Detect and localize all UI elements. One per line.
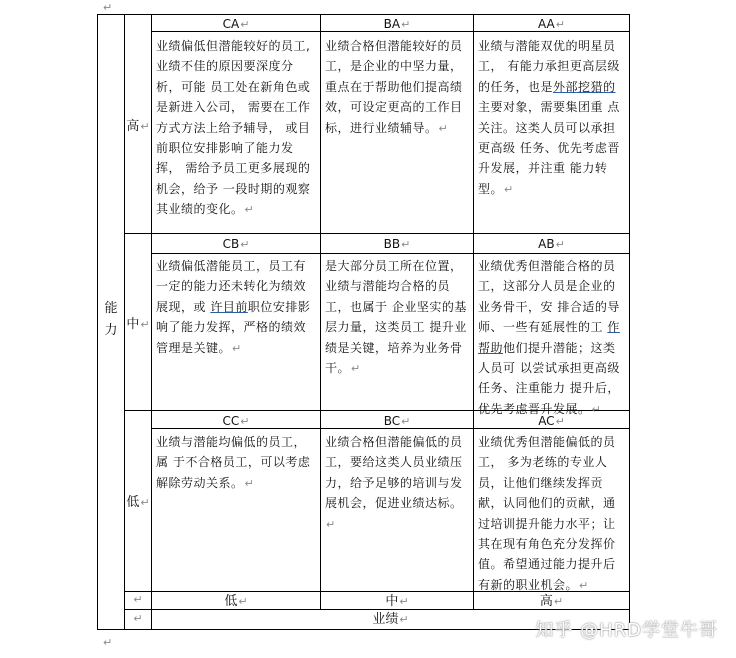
bottom-return-mark: ↵	[103, 636, 113, 649]
cell-code-ca: CA↵	[222, 17, 250, 31]
table-line-h3	[151, 253, 630, 254]
performance-axis-label: 业绩↵	[372, 612, 409, 627]
row-label-low: 低↵	[126, 495, 150, 510]
cell-code-cb: CB↵	[222, 237, 250, 251]
cell-code-aa: AA↵	[538, 17, 565, 31]
cell-code-bc: BC↵	[383, 414, 411, 428]
return-mark: ↵	[140, 496, 150, 509]
cell-text-ac: 业绩优秀但潜能偏低的员工， 多为老练的专业人员，让他们继续发挥贡献，认同他们的贡献，通过培训提升能力水平；让其在现有角色充分发挥价值。希望通过能力提升后有新的职业机会。↵	[478, 435, 616, 592]
cell-text-ca: 业绩偏低但潜能较好的员工,业绩不佳的原因要深度分析，可能 员工处在新角色或是新进入公司， 需要在工作方式方法上给予辅导， 或目前职位安排影响了能力发挥， 需给予员工更多展现的机会，给予 一段时期的观察其业绩的变化。↵	[156, 39, 311, 217]
return-mark: ↵	[140, 120, 150, 133]
empty-cell: ↵	[133, 593, 143, 606]
empty-cell: ↵	[133, 612, 143, 625]
table-border-top	[97, 14, 630, 15]
cell-code-ab: AB↵	[538, 237, 565, 251]
underlined-phrase: 许目前	[210, 299, 248, 314]
underlined-phrase: 作帮助	[478, 320, 620, 355]
row-label-mid: 中↵	[126, 317, 150, 332]
underlined-phrase: 外部挖猎的	[553, 79, 616, 94]
cell-text-ab: 业绩优秀但潜能合格的员工，这部分人员是企业的业务骨干，安 排合适的导师、一些有延展性的工 作帮助他们提升潜能；这类人员可 以尝试承担更高级任务、注重能力 提升后，优先考虑晋升发展。↵	[478, 259, 620, 416]
cell-code-ba: BA↵	[383, 17, 411, 31]
zhihu-watermark: 知乎 @HRD学堂牛哥	[535, 620, 718, 641]
cell-code-cc: CC↵	[222, 414, 250, 428]
ability-axis-label: 能力	[104, 301, 118, 338]
cell-text-bb: 是大部分员工所在位置，业绩与潜能均合格的员工，也属于 企业坚实的基层力量，这类员工 提升业绩是关键，培养为业务骨干。↵	[325, 259, 467, 376]
cell-text-ba: 业绩合格但潜能较好的员工，是企业的中坚力量，重点在于帮助他们提高绩效，可设定更高的工作目标，进行业绩辅导。↵	[325, 39, 463, 135]
cell-text-cb: 业绩偏低潜能员工，员工有一定的能力还未转化为绩效展现，或 许目前职位安排影响了能力发挥，严格的绩效管理是关键。↵	[156, 259, 311, 355]
table-line-h7	[124, 609, 630, 610]
table-border-right	[629, 14, 630, 630]
cell-code-ac: AC↵	[538, 414, 565, 428]
column-header-mid: 中↵	[385, 594, 409, 609]
cell-text-aa: 业绩与潜能双优的明星员工， 有能力承担更高层级的任务，也是外部挖猎的主要对象，需要集团重 点关注。这类人员可以承担更高级 任务、优先考虑晋升发展，并注重 能力转型。↵	[478, 39, 620, 196]
table-line-h2	[124, 233, 630, 234]
row-label-high: 高↵	[126, 119, 150, 134]
return-mark: ↵	[140, 318, 150, 331]
column-header-high: 高↵	[539, 594, 564, 609]
top-return-mark: ↵	[103, 1, 113, 14]
cell-code-bb: BB↵	[383, 237, 411, 251]
column-header-low: 低↵	[224, 594, 248, 609]
cell-text-bc: 业绩合格但潜能偏低的员工，要给这类人员业绩压力，给予足够的培训与发展机会，促进业绩达标。↵	[325, 435, 463, 531]
cell-text-cc: 业绩与潜能均偏低的员工，属 于不合格员工，可以考虑解除劳动关系。↵	[156, 435, 311, 490]
